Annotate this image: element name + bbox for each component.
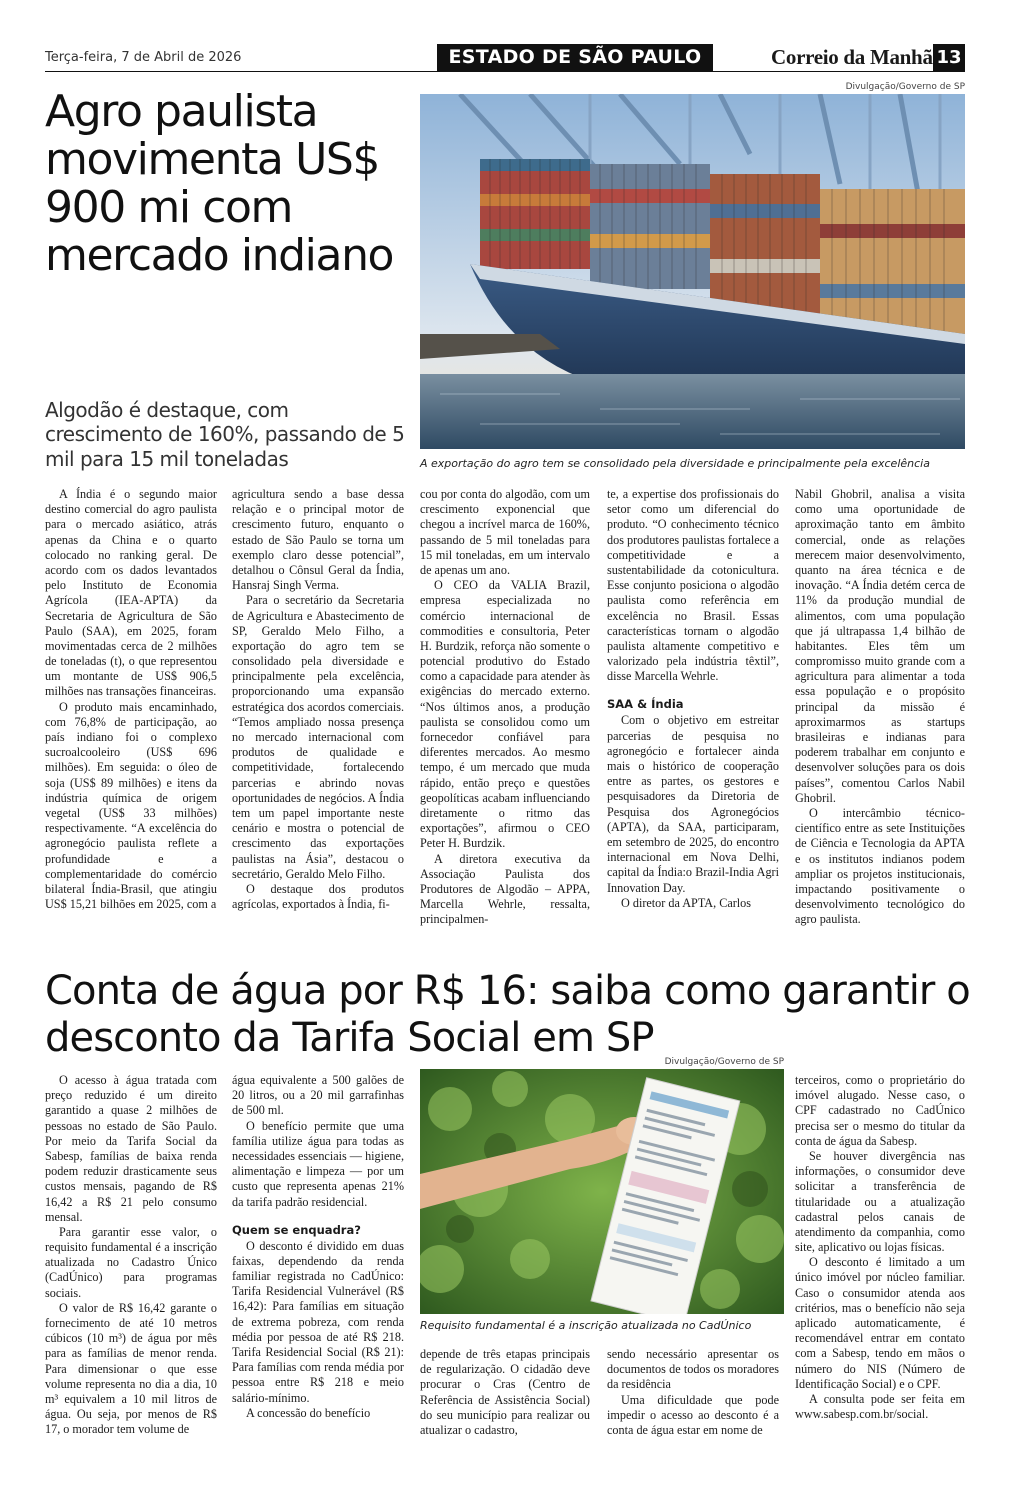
header-rule	[45, 71, 965, 72]
article2-column-3	[420, 1347, 590, 1438]
paragraph: água equivalente a 500 galões de 20 litros, ou a 20 mil garrafinhas de 500 ml.	[232, 1073, 404, 1118]
paragraph: terceiros, como o proprietário do imóvel alugado. Nesse caso, o CPF cadastrado no CadÚnico precisa ser o mesmo do titular da conta de água da Sabesp.	[795, 1073, 965, 1148]
page-number: 13	[933, 44, 965, 71]
paragraph: sendo necessário apresentar os documentos de todos os moradores da residência	[607, 1347, 779, 1392]
section-label: ESTADO DE SÃO PAULO	[437, 44, 713, 71]
article1-photo-caption: A exportação do agro tem se consolidado pela diversidade e principalmente pela excelência	[420, 457, 930, 470]
paragraph: O intercâmbio técnico-científico entre as sete Instituições de Ciência e Tecnologia da APTA e os institutos indianos podem ampliar os projetos institucionais, impactando positivamente o desenvolvimento tecnológico do agro paulista.	[795, 805, 965, 927]
paragraph: te, a expertise dos profissionais do setor como um diferencial do produto. “O conhecimento técnico dos produtores paulistas fortalece a competitividade e a sustentabilidade da cotonicultura. Esse conjunto posiciona o algodão paulista como referência em excelência no Brasil. Essas características tornam o algodão paulista altamente competitivo e valorizado pela indústria têxtil”, disse Marcella Wehrle.	[607, 487, 779, 684]
subheading-saa-india: SAA & Índia	[607, 697, 684, 712]
article2-photo-credit: Divulgação/Governo de SP	[664, 1057, 784, 1067]
newspaper-name: Correio da Manhã	[771, 45, 933, 69]
paragraph: Se houver divergência nas informações, o consumidor deve solicitar a transferência de titularidade ou a atualização cadastral pelos canais de atendimento da companhia, como site, aplicativo ou lojas físicas.	[795, 1148, 965, 1255]
paragraph: O desconto é dividido em duas faixas, dependendo da renda familiar registrada no CadÚnico: Tarifa Residencial Vulnerável (R$ 16,42): Para famílias em situação de extrema pobreza, com renda média por pessoa de até R$ 218. Tarifa Residencial Social (R$ 21): Para famílias com renda média por pessoa entre R$ 218 e meio salário-mínimo.	[232, 1238, 404, 1405]
article1-subtitle: Algodão é destaque, com crescimento de 160%, passando de 5 mil para 15 mil toneladas	[45, 398, 405, 471]
article1-photo-container-ship	[420, 94, 965, 449]
issue-date: Terça-feira, 7 de Abril de 2026	[45, 50, 242, 65]
article2-photo-water-bill	[420, 1069, 784, 1314]
paragraph: O diretor da APTA, Carlos	[621, 895, 752, 910]
paragraph: agricultura sendo a base dessa relação e o principal motor de crescimento futuro, enquanto o estado de São Paulo se torna um exemplo claro desse potencial”, detalhou o Cônsul Geral da Índia, Hansraj Singh Verma.	[232, 487, 404, 593]
article2-column-1	[45, 1073, 217, 1438]
paragraph: O benefício permite que uma família utilize água para todas as necessidades essenciais — higiene, alimentação e limpeza — por um custo que representa apenas 21% da tarifa padrão residencial.	[232, 1118, 404, 1209]
article1-column-3	[420, 487, 590, 927]
article2-column-5	[795, 1073, 965, 1422]
paragraph: A diretora executiva da Associação Paulista dos Produtores de Algodão – APPA, Marcella Wehrle, ressalta, principalmen-	[420, 851, 590, 927]
article2-column-4	[607, 1347, 779, 1438]
paragraph: Para o secretário da Secretaria de Agricultura e Abastecimento de SP, Geraldo Melo Filho, a exportação do agro tem se consolidado pela diversidade e principalmente pela excelência, proporcionando uma expansão estratégica dos acordos comerciais. “Temos ampliado nossa presença no mercado internacional com produtos de qualidade e competitividade, fortalecendo parcerias e abrindo novas oportunidades de negócios. A Índia tem um papel importante neste cenário e mostra o potencial de crescimento das exportações paulistas na Ásia”, destacou o secretário, Geraldo Melo Filho.	[232, 593, 404, 881]
paragraph: A concessão do benefício	[246, 1405, 371, 1420]
paragraph: Para garantir esse valor, o requisito fundamental é a inscrição atualizada no Cadastro Único (CadÚnico) para programas sociais.	[45, 1224, 217, 1300]
paragraph: A consulta pode ser feita em www.sabesp.com.br/social.	[795, 1391, 965, 1422]
paragraph: O acesso à água tratada com preço reduzido é um direito garantido a quase 2 milhões de pessoas no estado de São Paulo. Por meio da Tarifa Social da Sabesp, famílias de baixa renda podem reduzir drasticamente seus custos mensais, pagando de R$ 16,42 a R$ 21 pelo consumo mensal.	[45, 1073, 217, 1224]
paragraph: Uma dificuldade que pode impedir o acesso ao desconto é a conta de água estar em nome de	[607, 1392, 779, 1437]
paragraph: depende de três etapas principais de regularização. O cidadão deve procurar o Cras (Centro de Referência de Assistência Social) do seu município para realizar ou atualizar o cadastro,	[420, 1347, 590, 1437]
article2-headline: Conta de água por R$ 16: saiba como garantir o desconto da Tarifa Social em SP	[45, 968, 970, 1061]
article1-column-5	[795, 487, 965, 927]
article1-column-2	[232, 487, 404, 912]
paragraph: O CEO da VALIA Brazil, empresa especializada no comércio internacional de commodities e consultoria, Peter H. Burdzik, reforça não somente o potencial produtivo do Estado como a capacidade para atender às exigências do mercado externo. “Nos últimos anos, a produção paulista se consolidou como um fornecedor confiável para diferentes mercados. Ao mesmo tempo, é um mercado que muda rápido, então preço e questões geopolíticas acabam influenciando diretamente o ritmo das exportações”, afirmou o CEO Peter H. Burdzik.	[420, 578, 590, 851]
paragraph: A Índia é o segundo maior destino comercial do agro paulista para o mercado asiático, atrás apenas da China e o quarto colocado no ranking geral. De acordo com os dados levantados pelo Instituto de Economia Agrícola (IEA-APTA) da Secretaria de Agricultura de São Paulo (SAA), em 2025, foram movimentadas cerca de 2 milhões de toneladas (t), o que representou um montante de US$ 906,5 milhões nas transações financeiras.	[45, 487, 217, 699]
paragraph: Com o objetivo em estreitar parcerias de pesquisa no agronegócio e fortalecer ainda mais o histórico de cooperação entre as partes, os gestores e pesquisadores da Diretoria de Pesquisa dos Agronegócios (APTA), da SAA, participaram, em setembro de 2025, do encontro internacional em Nova Delhi, capital da Índia:o Brazil-India Agri Innovation Day.	[607, 713, 779, 895]
page-header	[45, 44, 965, 72]
paragraph: O valor de R$ 16,42 garante o fornecimento de até 10 metros cúbicos (10 m³) de água por mês para as famílias de menor renda. Para dimensionar o que esse volume representa no dia a dia, 10 m³ equivalem a 10 mil litros de água. Ou seja, por menos de R$ 17, o morador tem volume de	[45, 1300, 217, 1437]
article2-column-2	[232, 1073, 404, 1421]
paragraph: cou por conta do algodão, com um crescimento exponencial que chegou a incrível marca de 160%, passando de 5 mil toneladas para 15 mil toneladas, em um intervalo de apenas um ano.	[420, 487, 590, 577]
article2-photo-caption: Requisito fundamental é a inscrição atualizada no CadÚnico	[420, 1319, 752, 1332]
article1-column-1	[45, 487, 217, 912]
paragraph: O desconto é limitado a um único imóvel por núcleo familiar. Caso o consumidor atenda aos critérios, mas o benefício não seja aplicado automaticamente, é recomendável entrar em contato com a Sabesp, tendo em mãos o número do NIS (Número de Identificação Social) e o CPF.	[795, 1255, 965, 1391]
subheading-quem-se-enquadra: Quem se enquadra?	[232, 1222, 361, 1237]
paragraph: O produto mais encaminhado, com 76,8% de participação, ao país indiano foi o complexo sucroalcooleiro (US$ 696 milhões). Em seguida: o óleo de soja (US$ 89 milhões) e itens da indústria química de origem vegetal (US$ 33 milhões) respectivamente. “A excelência do agronegócio paulista reflete a profundidade e a complementaridade do comércio bilateral Índia-Brasil, que atingiu US$ 15,21 bilhões em 2025, com a	[45, 699, 217, 912]
article1-headline: Agro paulista movimenta US$ 900 mi com mercado indiano	[45, 86, 394, 281]
article1-column-4	[607, 487, 779, 911]
article1-photo-credit: Divulgação/Governo de SP	[845, 82, 965, 92]
water-bill-illustration	[420, 1069, 784, 1314]
container-ship-illustration	[420, 94, 965, 449]
paragraph: O destaque dos produtos agrícolas, exportados à Índia, fi-	[232, 881, 404, 912]
paragraph: Nabil Ghobril, analisa a visita como uma oportunidade de aproximação tanto em âmbito comercial, onde as relações merecem maior desenvolvimento, quanto na área técnica e de inovação. “A Índia detém cerca de 11% da produção mundial de alimentos, com uma população que já ultrapassa 1,4 bilhão de habitantes. Eles têm um compromisso muito grande com a agricultura para alimentar a toda essa população e o propósito principal da missão é aproximarmos as startups brasileiras e indianas para poderem trabalhar em conjunto e desenvolver soluções para os dois países”, comentou Carlos Nabil Ghobril.	[795, 487, 965, 805]
